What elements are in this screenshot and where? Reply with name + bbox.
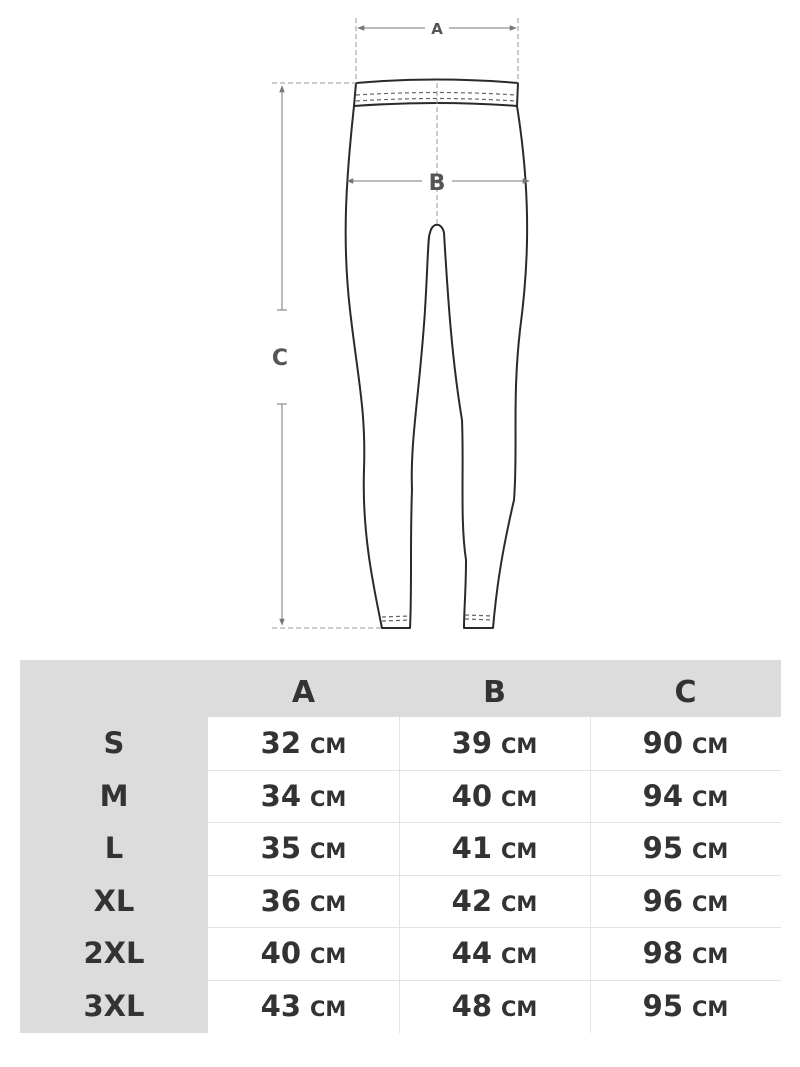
size-chart-table xyxy=(20,660,781,1033)
unit-label: CM xyxy=(692,734,729,758)
leggings-outline xyxy=(346,80,527,629)
column-header-c: C xyxy=(674,675,697,710)
unit-label: CM xyxy=(501,839,538,864)
unit-label: CM xyxy=(692,997,729,1021)
unit-label: CM xyxy=(310,734,347,758)
measurement-value: 90 xyxy=(642,726,684,760)
size-label: S xyxy=(103,726,125,760)
measurement-value: 98 xyxy=(642,936,684,971)
measurement-cell xyxy=(399,822,590,874)
unit-label: CM xyxy=(501,944,538,969)
measurement-cell xyxy=(208,717,399,769)
row-divider xyxy=(208,770,781,771)
column-divider xyxy=(399,717,400,1033)
measurement-cell xyxy=(208,980,399,1032)
measurement-cells xyxy=(208,717,781,1033)
measurement-value: 39 xyxy=(451,726,493,760)
measurement-cell xyxy=(590,770,781,822)
dimension-b-label: B xyxy=(428,171,446,196)
unit-label: CM xyxy=(692,944,729,969)
unit-label: CM xyxy=(310,944,347,969)
size-label: 2XL xyxy=(83,936,145,971)
unit-label: CM xyxy=(501,997,538,1021)
unit-label: CM xyxy=(310,891,347,916)
unit-label: CM xyxy=(692,839,729,864)
measurement-cell xyxy=(208,927,399,979)
measurement-value: 41 xyxy=(451,831,493,866)
dimension-guides xyxy=(272,18,518,628)
column-divider xyxy=(590,717,591,1033)
measurement-value: 42 xyxy=(451,883,493,918)
unit-label: CM xyxy=(310,786,347,811)
measurement-cell xyxy=(399,875,590,927)
measurement-cell xyxy=(208,822,399,874)
unit-label: CM xyxy=(501,734,538,758)
measurement-value: 34 xyxy=(260,778,302,813)
measurement-cell xyxy=(590,822,781,874)
measurement-value: 95 xyxy=(642,831,684,866)
row-divider xyxy=(208,980,781,981)
measurement-value: 36 xyxy=(260,883,302,918)
size-label: XL xyxy=(93,883,135,918)
measurement-value: 48 xyxy=(451,989,493,1023)
measurement-cell xyxy=(590,875,781,927)
measurement-cell xyxy=(399,717,590,769)
measurement-value: 40 xyxy=(260,936,302,971)
unit-label: CM xyxy=(692,786,729,811)
unit-label: CM xyxy=(501,786,538,811)
measurement-cell xyxy=(399,980,590,1032)
row-divider xyxy=(208,927,781,928)
size-label: M xyxy=(99,778,129,813)
size-label: 3XL xyxy=(83,989,145,1023)
measurement-cell xyxy=(208,770,399,822)
measurement-cell xyxy=(399,927,590,979)
measurement-cell xyxy=(590,980,781,1032)
size-label: L xyxy=(104,831,124,866)
measurement-cell xyxy=(208,875,399,927)
measurement-value: 44 xyxy=(451,936,493,971)
column-header-b: B xyxy=(483,675,506,710)
measurement-value: 40 xyxy=(451,778,493,813)
measurement-cell xyxy=(590,927,781,979)
unit-label: CM xyxy=(501,891,538,916)
measurement-value: 95 xyxy=(642,989,684,1023)
row-divider xyxy=(208,822,781,823)
measurement-value: 43 xyxy=(260,989,302,1023)
measurement-value: 35 xyxy=(260,831,302,866)
dimension-a-label: A xyxy=(431,20,443,38)
unit-label: CM xyxy=(692,891,729,916)
measurement-cell xyxy=(590,717,781,769)
measurement-cell xyxy=(399,770,590,822)
measurement-value: 94 xyxy=(642,778,684,813)
unit-label: CM xyxy=(310,997,347,1021)
dimension-c-label: C xyxy=(271,346,289,371)
column-header-a: A xyxy=(291,675,316,710)
unit-label: CM xyxy=(310,839,347,864)
row-divider xyxy=(208,875,781,876)
measurement-value: 32 xyxy=(260,726,302,760)
measurement-value: 96 xyxy=(642,883,684,918)
